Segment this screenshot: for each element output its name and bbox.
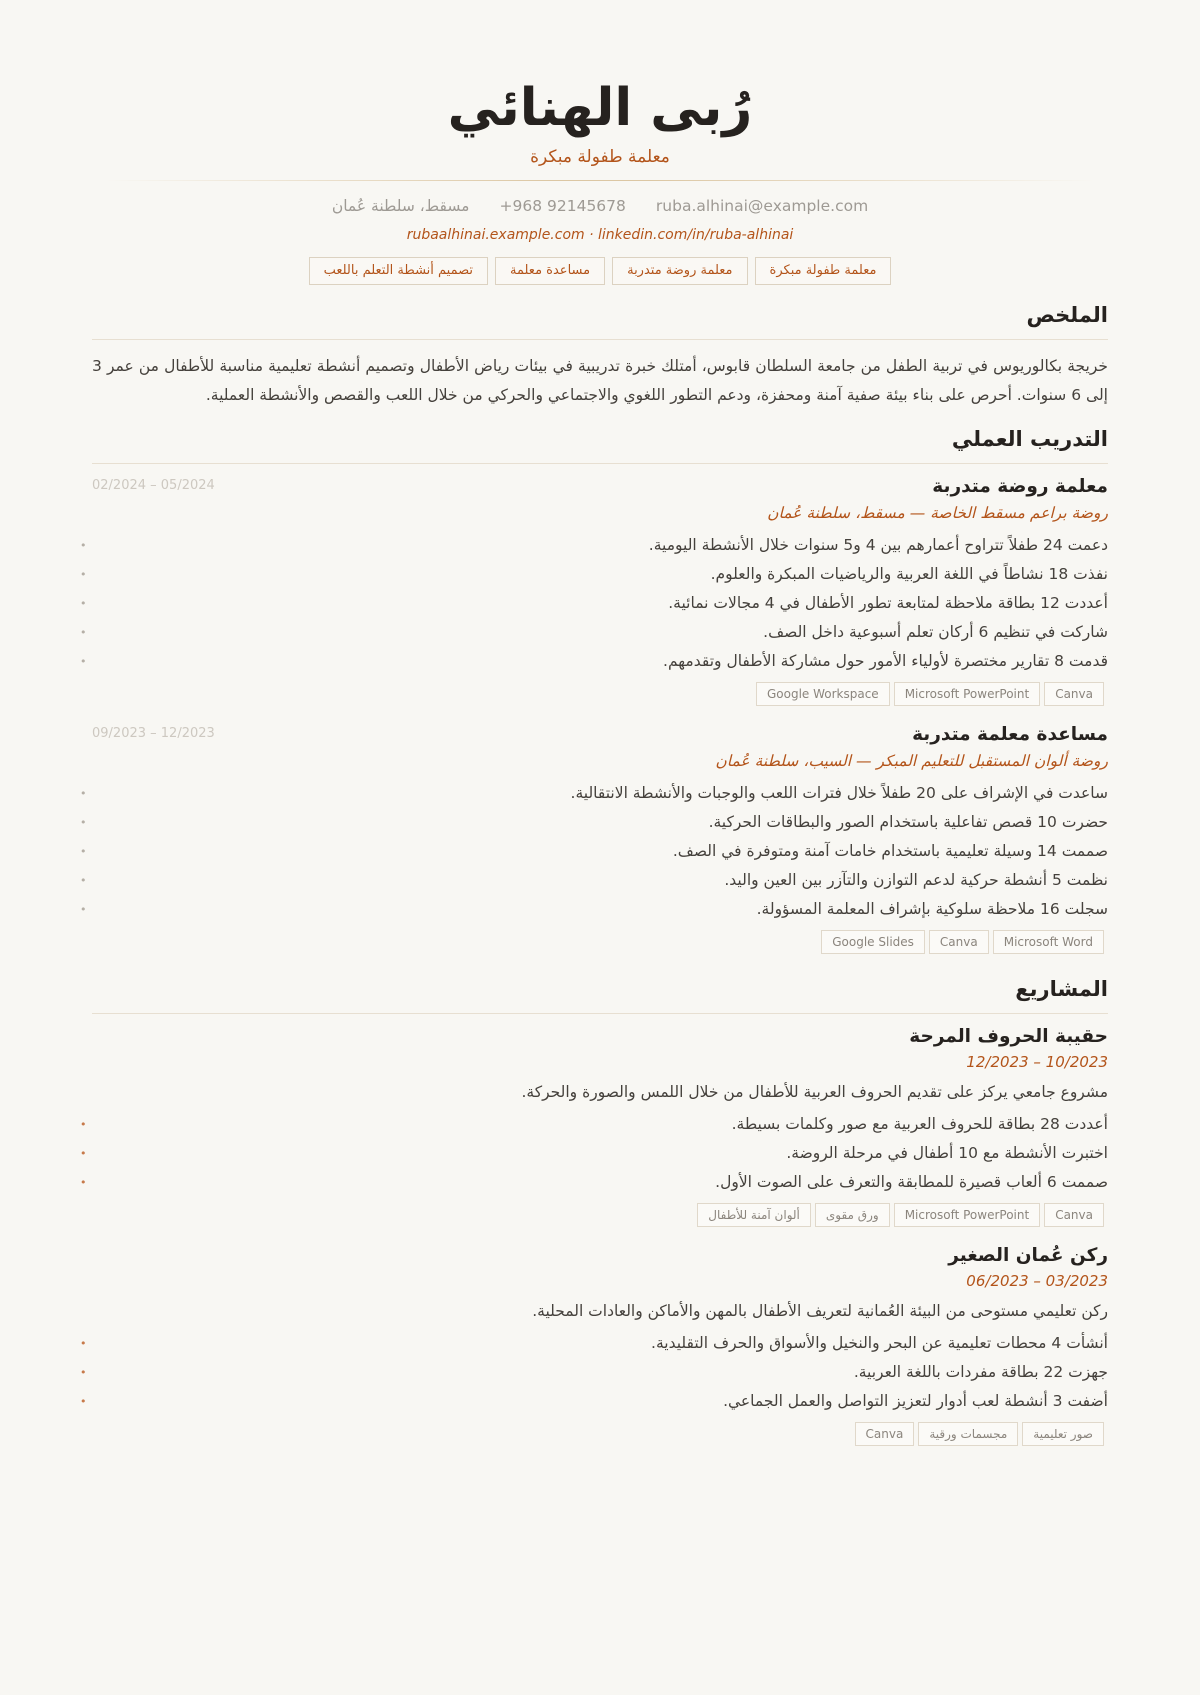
candidate-name: رُبى الهنائي xyxy=(447,78,753,138)
project-entry xyxy=(92,1243,1108,1446)
section-title-projects: المشاريع xyxy=(92,974,1108,1014)
project-date: 10/2023 – 12/2023 xyxy=(966,1053,1108,1071)
skill-tag: Microsoft Word xyxy=(993,930,1104,954)
project-date: 03/2023 – 06/2023 xyxy=(966,1272,1108,1290)
entry-bullets xyxy=(92,779,1108,924)
summary-text: خريجة بكالوريوس في تربية الطفل من جامعة السلطان قابوس، أمتلك خبرة تدريبية في بيئات رياض الأطفال وتصميم أنشطة تعليمية مناسبة للأطفال من عمر 3 إلى 6 سنوات. أحرص على بناء بيئة صفية آمنة ومحفزة، ودعم التطور اللغوي والاجتماعي والحركي من خلال اللعب والقصص والأنشطة العملية. xyxy=(92,357,1108,404)
list-item: • أعددت 12 بطاقة ملاحظة لمتابعة تطور الأطفال في 4 مجالات نمائية. xyxy=(92,589,1108,618)
entry-title: مساعدة معلمة متدربة xyxy=(912,724,1108,745)
list-item: • شاركت في تنظيم 6 أركان تعلم أسبوعية داخل الصف. xyxy=(92,618,1108,647)
project-tag: Canva xyxy=(855,1422,915,1446)
list-item: • صممت 14 وسيلة تعليمية باستخدام خامات آمنة ومتوفرة في الصف. xyxy=(92,837,1108,866)
project-entry xyxy=(92,1024,1108,1227)
list-item: • ساعدت في الإشراف على 20 طفلاً خلال فترات اللعب والوجبات والأنشطة الانتقالية. xyxy=(92,779,1108,808)
project-description: ركن تعليمي مستوحى من البيئة العُمانية لتعريف الأطفال بالمهن والأماكن والعادات المحلية. xyxy=(532,1302,1108,1320)
project-tags xyxy=(92,1203,1108,1227)
list-item: • أعددت 28 بطاقة للحروف العربية مع صور وكلمات بسيطة. xyxy=(92,1110,1108,1139)
resume-header xyxy=(92,0,1108,285)
skill-tag: Google Workspace xyxy=(756,682,890,706)
header-divider xyxy=(106,180,1094,181)
contact-location: مسقط، سلطنة عُمان xyxy=(331,197,470,215)
list-item: • اختبرت الأنشطة مع 10 أطفال في مرحلة الروضة. xyxy=(92,1139,1108,1168)
candidate-headline: معلمة طفولة مبكرة xyxy=(530,147,670,167)
project-tag: ألوان آمنة للأطفال xyxy=(697,1203,811,1227)
entry-title: معلمة روضة متدربة xyxy=(932,476,1108,497)
projects-section xyxy=(92,974,1108,1446)
list-item: • دعمت 24 طفلاً تتراوح أعمارهم بين 4 و5 سنوات خلال الأنشطة اليومية. xyxy=(92,531,1108,560)
list-item: • صممت 6 ألعاب قصيرة للمطابقة والتعرف على الصوت الأول. xyxy=(92,1168,1108,1197)
skill-tag: Google Slides xyxy=(821,930,925,954)
project-bullets xyxy=(92,1329,1108,1416)
section-title-experience: التدريب العملي xyxy=(92,424,1108,464)
list-item: • حضرت 10 قصص تفاعلية باستخدام الصور والبطاقات الحركية. xyxy=(92,808,1108,837)
header-tag: معلمة طفولة مبكرة xyxy=(755,257,892,285)
project-title: حقيبة الحروف المرحة xyxy=(909,1026,1108,1047)
skill-tags xyxy=(92,682,1108,706)
list-item: • قدمت 8 تقارير مختصرة لأولياء الأمور حول مشاركة الأطفال وتقدمهم. xyxy=(92,647,1108,676)
skill-tag: Canva xyxy=(1044,682,1104,706)
entry-bullets xyxy=(92,531,1108,676)
entry-organization: روضة براعم مسقط الخاصة — مسقط، سلطنة عُمان xyxy=(767,504,1108,522)
list-item: • أضفت 3 أنشطة لعب أدوار لتعزيز التواصل والعمل الجماعي. xyxy=(92,1387,1108,1416)
project-tag: Microsoft PowerPoint xyxy=(894,1203,1041,1227)
contact-info xyxy=(92,195,1108,217)
list-item: • أنشأت 4 محطات تعليمية عن البحر والنخيل والأسواق والحرف التقليدية. xyxy=(92,1329,1108,1358)
project-tag: ورق مقوى xyxy=(815,1203,890,1227)
skill-tags xyxy=(92,930,1108,954)
skill-tag: Canva xyxy=(929,930,989,954)
skill-tag: Microsoft PowerPoint xyxy=(894,682,1041,706)
entry-date: 02/2024 – 05/2024 xyxy=(92,478,215,493)
experience-entry xyxy=(92,474,1108,706)
section-title-summary: الملخص xyxy=(92,300,1108,340)
header-tag: معلمة روضة متدربة xyxy=(612,257,747,285)
project-tag: صور تعليمية xyxy=(1022,1422,1104,1446)
project-bullets xyxy=(92,1110,1108,1197)
entry-organization: روضة ألوان المستقبل للتعليم المبكر — السيب، سلطنة عُمان xyxy=(715,752,1108,770)
list-item: • نظمت 5 أنشطة حركية لدعم التوازن والتآزر بين العين واليد. xyxy=(92,866,1108,895)
contact-links[interactable]: rubaalhinai.example.com · linkedin.com/in/ruba-alhinai xyxy=(406,227,794,243)
header-tag: مساعدة معلمة xyxy=(495,257,605,285)
project-tag: مجسمات ورقية xyxy=(918,1422,1018,1446)
list-item: • نفذت 18 نشاطاً في اللغة العربية والرياضيات المبكرة والعلوم. xyxy=(92,560,1108,589)
experience-entry xyxy=(92,722,1108,954)
entry-date: 09/2023 – 12/2023 xyxy=(92,726,215,741)
project-title: ركن عُمان الصغير xyxy=(948,1245,1108,1266)
list-item: • سجلت 16 ملاحظة سلوكية بإشراف المعلمة المسؤولة. xyxy=(92,895,1108,924)
contact-phone[interactable]: +968 92145678 xyxy=(499,197,626,215)
header-tag: تصميم أنشطة التعلم باللعب xyxy=(309,257,488,285)
experience-section xyxy=(92,424,1108,954)
project-tags xyxy=(92,1422,1108,1446)
header-tags xyxy=(92,257,1108,285)
contact-email[interactable]: ruba.alhinai@example.com xyxy=(655,197,869,215)
list-item: • جهزت 22 بطاقة مفردات باللغة العربية. xyxy=(92,1358,1108,1387)
summary-section xyxy=(92,300,1108,410)
project-tag: Canva xyxy=(1044,1203,1104,1227)
project-description: مشروع جامعي يركز على تقديم الحروف العربية للأطفال من خلال اللمس والصورة والحركة. xyxy=(521,1083,1108,1101)
